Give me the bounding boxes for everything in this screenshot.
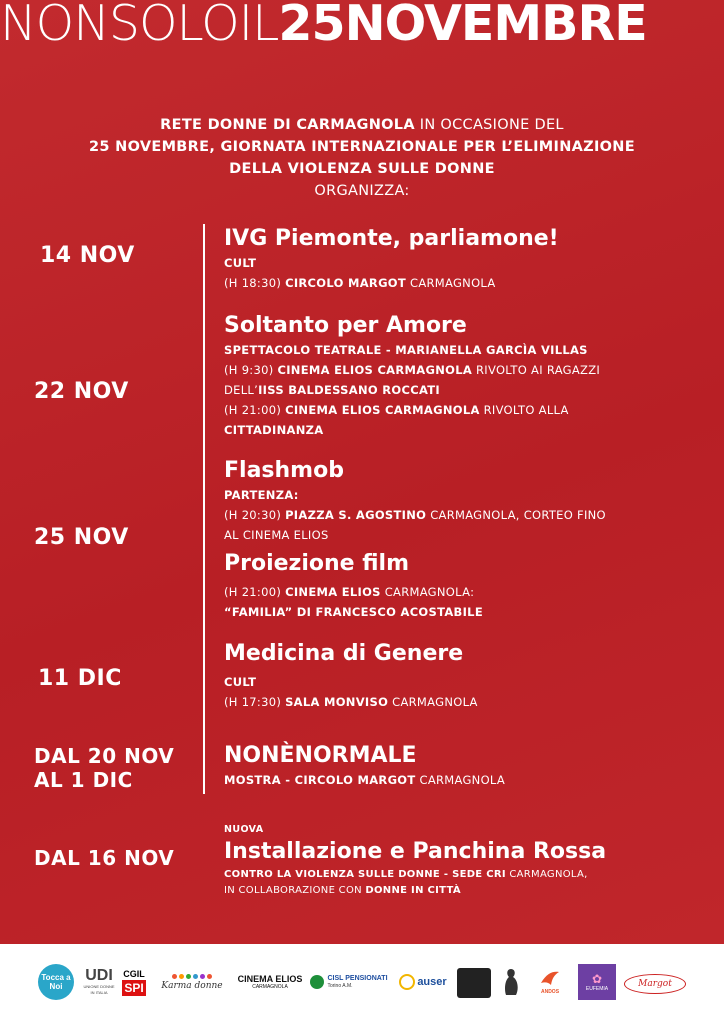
event-subtitle: CULT bbox=[224, 256, 257, 270]
event-flashmob bbox=[224, 457, 704, 545]
event-medicina-di-genere bbox=[224, 640, 704, 712]
intro-line-1 bbox=[0, 114, 724, 136]
date-25-nov: 25 NOV bbox=[34, 525, 129, 550]
event-detail: MOSTRA - CIRCOLO MARGOT CARMAGNOLA bbox=[224, 773, 506, 787]
date-22-nov: 22 NOV bbox=[34, 379, 129, 404]
logo-auser: auser bbox=[396, 962, 450, 1002]
sponsor-logos bbox=[0, 944, 724, 1024]
event-nonenormale bbox=[224, 742, 704, 790]
event-detail: (H 20:30) PIAZZA S. AGOSTINO CARMAGNOLA, CORTEO FINO bbox=[224, 508, 606, 522]
logo-silhouette bbox=[500, 966, 522, 998]
event-soltanto-per-amore bbox=[224, 312, 704, 440]
event-detail: CITTADINANZA bbox=[224, 423, 324, 437]
event-detail: CONTRO LA VIOLENZA SULLE DONNE - SEDE CRI CARMAGNOLA, bbox=[224, 869, 588, 880]
event-title: NONÈNORMALE bbox=[224, 743, 417, 768]
date-dal-16-nov: DAL 16 NOV bbox=[34, 846, 175, 870]
event-ivg-piemonte bbox=[224, 225, 704, 293]
event-subtitle: SPETTACOLO TEATRALE - MARIANELLA GARCÌA VILLAS bbox=[224, 343, 588, 357]
title-part-thin: NONSOLOIL bbox=[0, 0, 279, 52]
logo-cisl-pensionati: CISL PENSIONATI Torino A.M. bbox=[308, 962, 390, 1002]
logo-cisl-mark bbox=[310, 975, 324, 989]
event-title: IVG Piemonte, parliamone! bbox=[224, 226, 559, 251]
event-title: Soltanto per Amore bbox=[224, 313, 467, 338]
intro-line-2: 25 NOVEMBRE, GIORNATA INTERNAZIONALE PER L’ELIMINAZIONE bbox=[89, 139, 635, 155]
new-tag: NUOVA bbox=[224, 824, 264, 835]
intro-line-4: ORGANIZZA: bbox=[314, 183, 410, 199]
event-detail: (H 21:00) CINEMA ELIOS CARMAGNOLA: bbox=[224, 585, 475, 599]
poster-title bbox=[0, 0, 724, 54]
logo-auser-mark bbox=[399, 974, 415, 990]
event-detail: “FAMILIA” DI FRANCESCO ACOSTABILE bbox=[224, 605, 483, 619]
logo-andos: ANDOS bbox=[532, 962, 568, 1002]
timeline-divider bbox=[203, 224, 205, 794]
event-subtitle: PARTENZA: bbox=[224, 488, 299, 502]
event-detail: IN COLLABORAZIONE CON DONNE IN CITTÀ bbox=[224, 885, 461, 896]
event-subtitle: CULT bbox=[224, 675, 257, 689]
date-14-nov: 14 NOV bbox=[40, 243, 135, 268]
title-part-bold: 25NOVEMBRE bbox=[278, 0, 647, 52]
logo-cinema-elios: CINEMA ELIOS CARMAGNOLA bbox=[237, 973, 303, 990]
flower-icon: ✿ bbox=[591, 971, 603, 986]
event-title: Flashmob bbox=[224, 458, 344, 483]
logo-eufemia: ✿ EUFEMIA bbox=[578, 964, 616, 1000]
logo-cgil-spi: CGIL SPI bbox=[123, 968, 145, 995]
event-detail: (H 18:30) CIRCOLO MARGOT CARMAGNOLA bbox=[224, 276, 496, 290]
logo-emblem bbox=[457, 968, 491, 998]
bird-icon bbox=[539, 969, 561, 989]
event-detail: (H 17:30) SALA MONVISO CARMAGNOLA bbox=[224, 695, 478, 709]
event-detail: AL CINEMA ELIOS bbox=[224, 528, 329, 542]
logo-karma-donne: Karma donne bbox=[153, 962, 231, 1002]
event-panchina-rossa bbox=[224, 824, 704, 898]
logo-udi: UDI UNIONE DONNE IN ITALIA bbox=[83, 967, 115, 995]
date-11-dic: 11 DIC bbox=[38, 666, 122, 691]
event-detail: DELL’IISS BALDESSANO ROCCATI bbox=[224, 383, 440, 397]
event-detail: (H 21:00) CINEMA ELIOS CARMAGNOLA RIVOLTO ALLA bbox=[224, 403, 569, 417]
event-title: Installazione e Panchina Rossa bbox=[224, 839, 607, 864]
logo-tocca-a-noi: Tocca a Noi bbox=[38, 964, 74, 1000]
logo-karma-dots bbox=[172, 974, 212, 979]
intro-line-3: DELLA VIOLENZA SULLE DONNE bbox=[229, 161, 495, 177]
event-proiezione-film bbox=[224, 550, 704, 622]
silhouette-icon bbox=[501, 967, 521, 997]
event-title: Proiezione film bbox=[224, 551, 410, 576]
event-detail: (H 9:30) CINEMA ELIOS CARMAGNOLA RIVOLTO AI RAGAZZI bbox=[224, 363, 601, 377]
date-range-20nov-1dic: DAL 20 NOV AL 1 DIC bbox=[34, 744, 175, 792]
intro-organizer: RETE DONNE DI CARMAGNOLA bbox=[160, 117, 415, 133]
logo-margot: Margot bbox=[624, 974, 686, 994]
event-title: Medicina di Genere bbox=[224, 641, 464, 666]
intro-text bbox=[0, 114, 724, 202]
intro-line-1-rest: IN OCCASIONE DEL bbox=[414, 117, 564, 133]
